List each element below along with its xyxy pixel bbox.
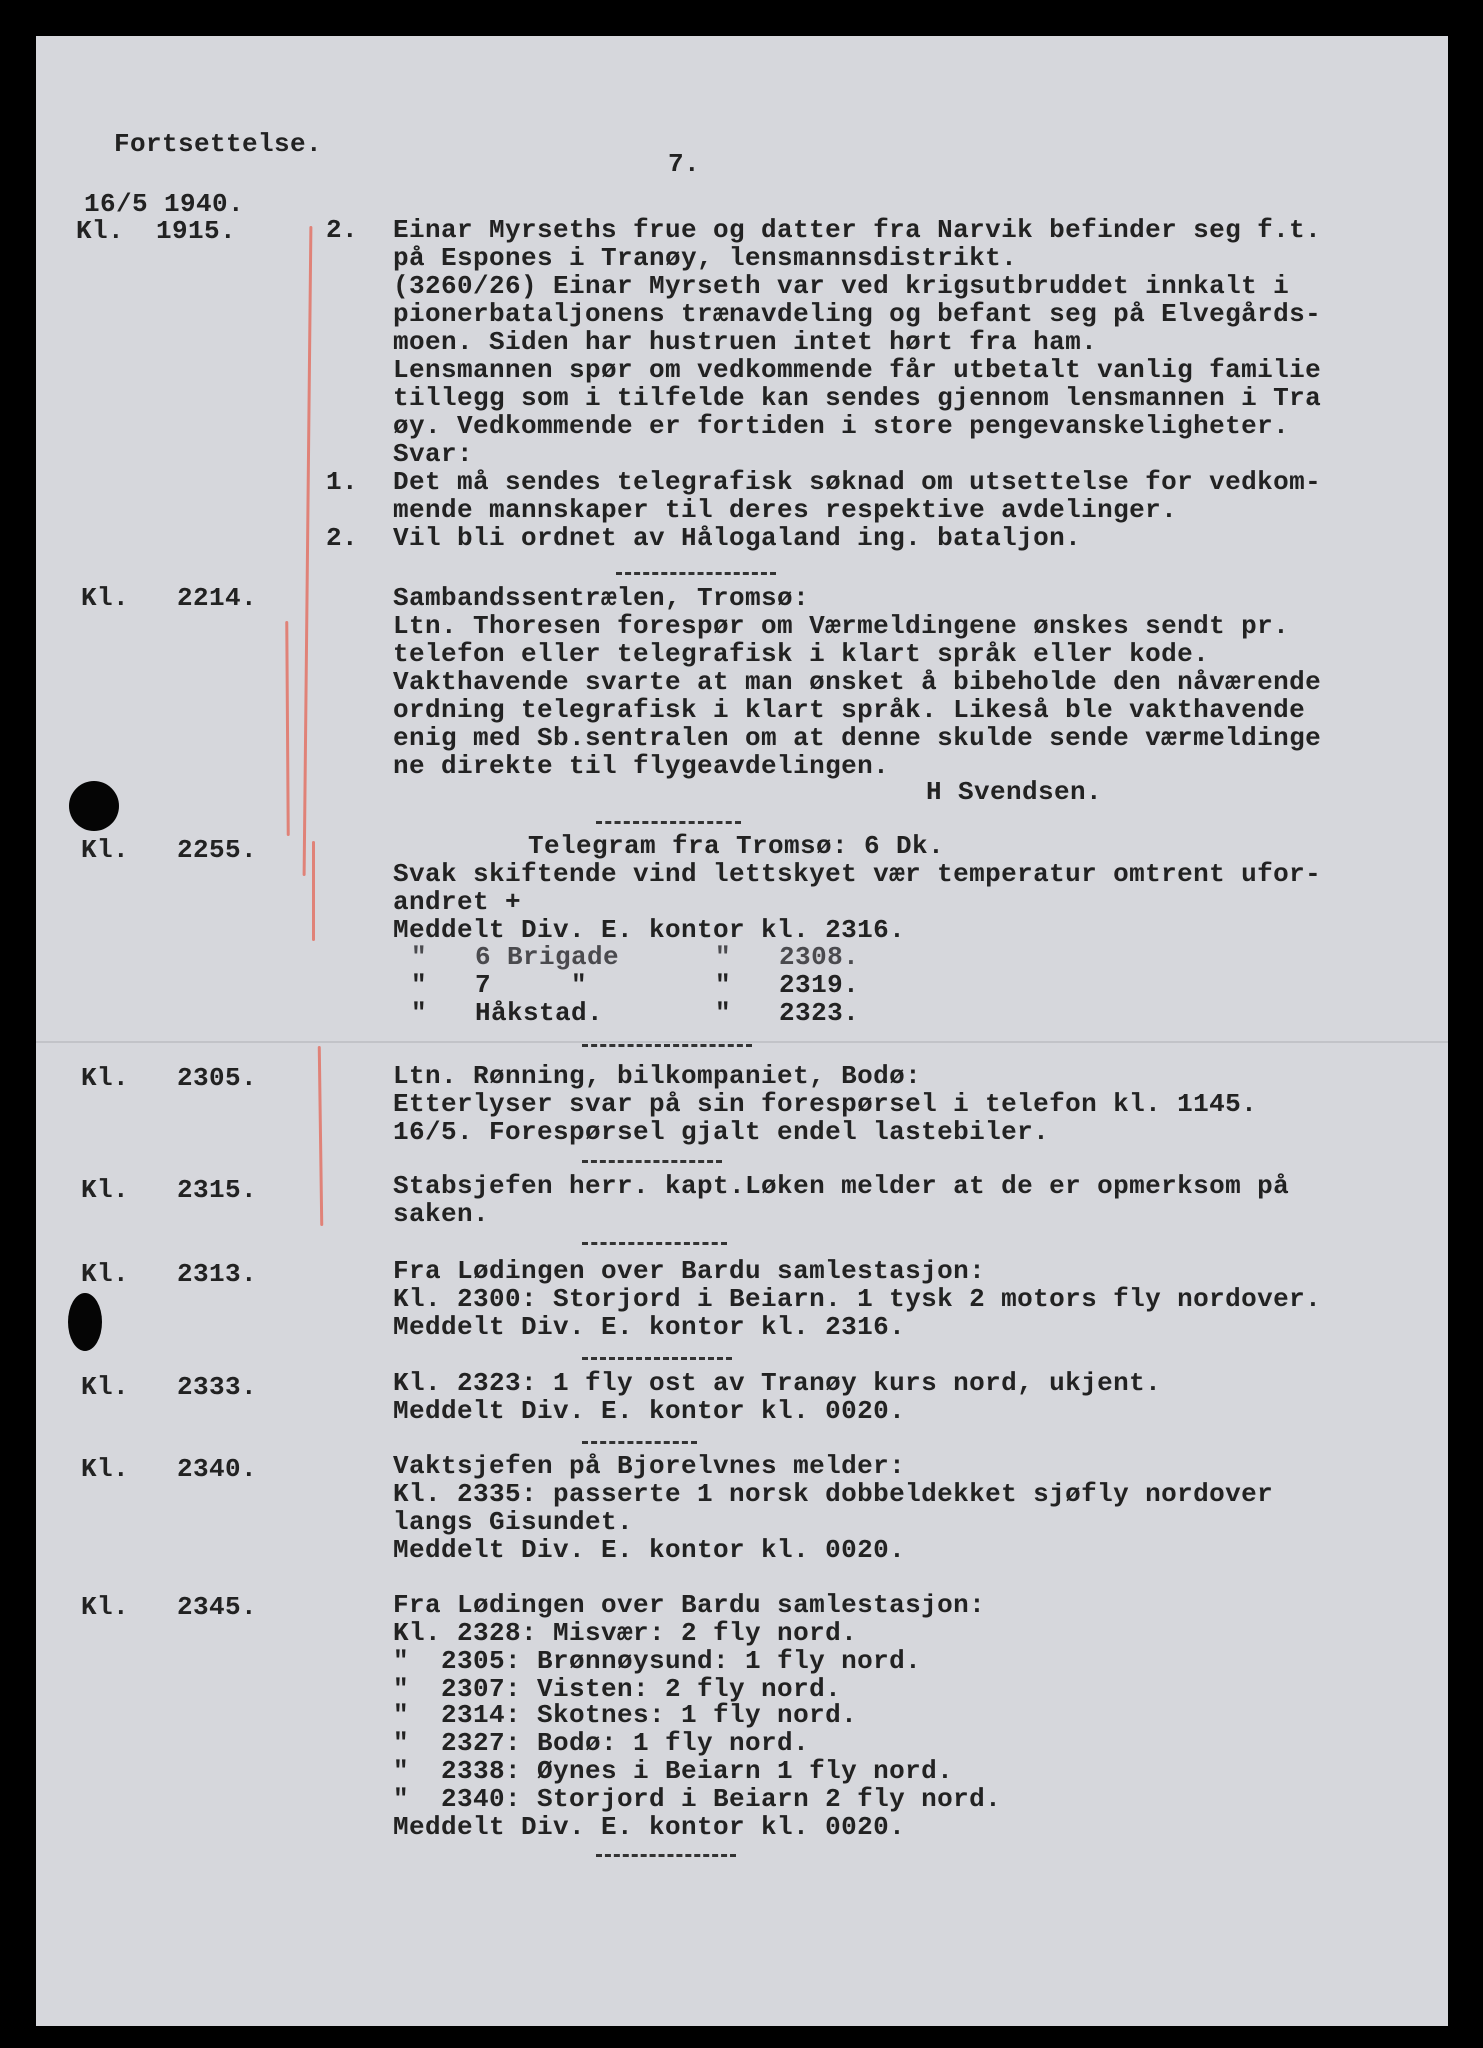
entry-line: " 2340: Storjord i Beiarn 2 fly nord. xyxy=(393,1784,1002,1814)
item-number: 1. xyxy=(326,467,359,497)
entry-line: " Håkstad. " 2323. xyxy=(411,998,860,1028)
entry-time: Kl. 2305. xyxy=(81,1063,258,1093)
entry-time: Kl. 2340. xyxy=(81,1454,258,1484)
entry-line: Vil bli ordnet av Hålogaland ing. bataljon. xyxy=(393,523,1082,553)
entry-line: andret + xyxy=(393,887,522,917)
entry-time: Kl. 2315. xyxy=(81,1175,258,1205)
entry-line: Kl. 2335: passerte 1 norsk dobbeldekket sjøfly nordover xyxy=(393,1479,1274,1509)
document-page xyxy=(36,36,1448,2026)
punch-hole xyxy=(69,781,119,831)
entry-line: moen. Siden har hustruen intet hørt fra ham. xyxy=(393,327,1098,357)
entry-line: Meddelt Div. E. kontor kl. 0020. xyxy=(393,1396,906,1426)
entry-line: Meddelt Div. E. kontor kl. 2316. xyxy=(393,1312,906,1342)
entry-line: øy. Vedkommende er fortiden i store pengevanskeligheter. xyxy=(393,411,1290,441)
entry-line: Meddelt Div. E. kontor kl. 0020. xyxy=(393,1535,906,1565)
entry-line: 16/5. Forespørsel gjalt endel lastebiler. xyxy=(393,1117,1050,1147)
entry-time: Kl. 2345. xyxy=(81,1592,258,1622)
page-number: 7. xyxy=(668,149,701,179)
entry-line: Fra Lødingen over Bardu samlestasjon: xyxy=(393,1590,986,1620)
entry-line: Einar Myrseths frue og datter fra Narvik befinder seg f.t. xyxy=(393,215,1322,245)
red-margin-mark xyxy=(285,621,290,836)
entry-line: ne direkte til flygeavdelingen. xyxy=(393,751,890,781)
entry-line: pionerbataljonens trænavdeling og befant seg på Elvegårds- xyxy=(393,299,1322,329)
entry-time: Kl. 2214. xyxy=(81,583,258,613)
entry-line: Svar: xyxy=(393,439,474,469)
signature: H Svendsen. xyxy=(926,777,1103,807)
entry-line: Ltn. Rønning, bilkompaniet, Bodø: xyxy=(393,1061,922,1091)
entry-time: Kl. 2333. xyxy=(81,1372,258,1402)
entry-separator xyxy=(616,572,776,575)
entry-line: Vaktsjefen på Bjorelvnes melder: xyxy=(393,1451,906,1481)
entry-line: tillegg som i tilfelde kan sendes gjennom lensmannen i Tra xyxy=(393,383,1322,413)
entry-line: Etterlyser svar på sin forespørsel i telefon kl. 1145. xyxy=(393,1089,1258,1119)
entry-time: Kl. 1915. xyxy=(76,216,237,246)
entry-line: Kl. 2328: Misvær: 2 fly nord. xyxy=(393,1618,858,1648)
entry-line: enig med Sb.sentralen om at denne skulde sende værmeldinge xyxy=(393,723,1322,753)
red-margin-mark xyxy=(318,1046,324,1226)
red-margin-mark xyxy=(312,841,315,941)
entry-line: " 2307: Visten: 2 fly nord. xyxy=(393,1674,842,1704)
entry-line: " 6 Brigade " 2308. xyxy=(411,942,860,972)
entry-time: Kl. 2313. xyxy=(81,1259,258,1289)
entry-line: (3260/26) Einar Myrseth var ved krigsutbruddet innkalt i xyxy=(393,271,1290,301)
entry-line: ordning telegrafisk i klart språk. Likeså ble vakthavende xyxy=(393,695,1306,725)
entry-separator xyxy=(582,1441,697,1444)
punch-hole xyxy=(68,1293,102,1351)
item-number: 2. xyxy=(326,523,359,553)
entry-line: Meddelt Div. E. kontor kl. 0020. xyxy=(393,1812,906,1842)
log-date: 16/5 1940. xyxy=(84,189,245,219)
red-margin-mark xyxy=(303,226,313,876)
entry-separator xyxy=(582,1044,752,1047)
entry-line: Det må sendes telegrafisk søknad om utsettelse for vedkom- xyxy=(393,467,1322,497)
entry-line: Ltn. Thoresen forespør om Værmeldingene ønskes sendt pr. xyxy=(393,611,1290,641)
entry-separator xyxy=(596,1854,736,1857)
entry-line: telefon eller telegrafisk i klart språk eller kode. xyxy=(393,639,1210,669)
entry-line: Lensmannen spør om vedkommende får utbetalt vanlig familie xyxy=(393,355,1322,385)
item-number: 2. xyxy=(326,215,359,245)
entry-line: Meddelt Div. E. kontor kl. 2316. xyxy=(393,915,906,945)
entry-line: " 2305: Brønnøysund: 1 fly nord. xyxy=(393,1646,922,1676)
entry-line: Telegram fra Tromsø: 6 Dk. xyxy=(528,831,945,861)
entry-separator xyxy=(582,1357,732,1360)
entry-line: Kl. 2323: 1 fly ost av Tranøy kurs nord, ukjent. xyxy=(393,1368,1162,1398)
entry-line: saken. xyxy=(393,1199,490,1229)
entry-line: langs Gisundet. xyxy=(393,1507,634,1537)
paper-fold-line xyxy=(36,1041,1448,1043)
entry-line: på Espones i Tranøy, lensmannsdistrikt. xyxy=(393,243,1018,273)
entry-line: Kl. 2300: Storjord i Beiarn. 1 tysk 2 motors fly nordover. xyxy=(393,1284,1322,1314)
entry-time: Kl. 2255. xyxy=(81,835,258,865)
entry-line: Stabsjefen herr. kapt.Løken melder at de er opmerksom på xyxy=(393,1171,1290,1201)
entry-line: " 2314: Skotnes: 1 fly nord. xyxy=(393,1700,858,1730)
entry-line: " 2338: Øynes i Beiarn 1 fly nord. xyxy=(393,1756,954,1786)
entry-line: Sambandssentrælen, Tromsø: xyxy=(393,583,810,613)
continuation-heading: Fortsettelse. xyxy=(114,129,323,159)
entry-line: " 7 " " 2319. xyxy=(411,970,860,1000)
entry-separator xyxy=(582,1160,722,1163)
entry-line: " 2327: Bodø: 1 fly nord. xyxy=(393,1728,810,1758)
entry-line: Fra Lødingen over Bardu samlestasjon: xyxy=(393,1256,986,1286)
entry-separator xyxy=(582,1242,727,1245)
entry-line: Vakthavende svarte at man ønsket å bibeholde den nåværende xyxy=(393,667,1322,697)
entry-separator xyxy=(596,821,741,824)
entry-line: mende mannskaper til deres respektive avdelinger. xyxy=(393,495,1178,525)
entry-line: Svak skiftende vind lettskyet vær temperatur omtrent ufor- xyxy=(393,859,1322,889)
